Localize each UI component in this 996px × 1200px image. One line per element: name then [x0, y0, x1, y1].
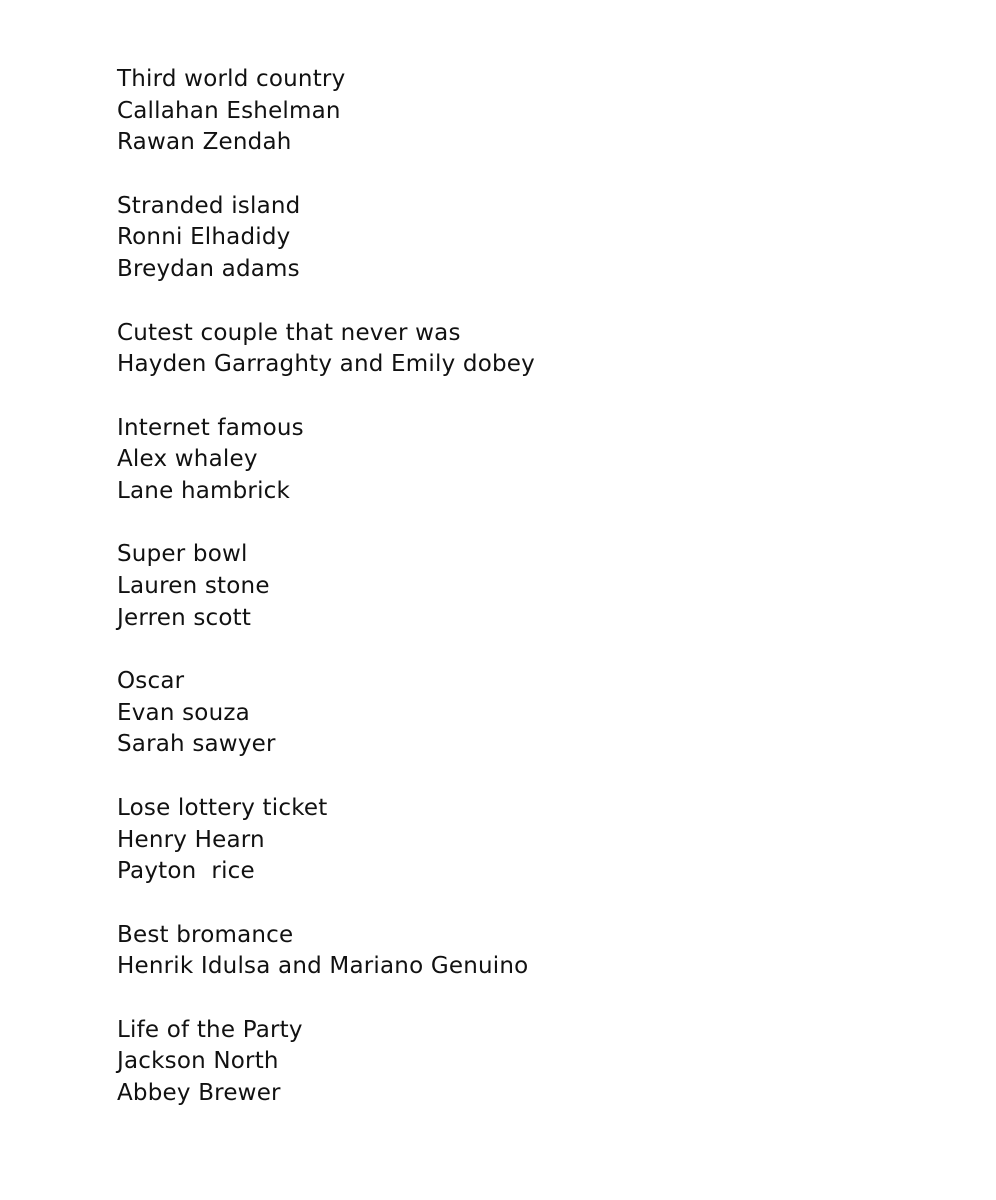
- award-section-cutest-couple: [117, 318, 937, 381]
- award-category: Lose lottery ticket: [117, 794, 328, 821]
- award-section-lose-lottery-ticket: [117, 793, 937, 888]
- award-section-super-bowl: [117, 539, 937, 634]
- document-page: [117, 64, 937, 1141]
- award-category: Oscar: [117, 668, 185, 695]
- award-section-third-world-country: [117, 64, 937, 159]
- nominee-name: Henrik Idulsa and Mariano Genuino: [117, 953, 529, 980]
- award-section-internet-famous: [117, 413, 937, 508]
- award-section-best-bromance: [117, 920, 937, 983]
- award-category: Stranded island: [117, 192, 301, 219]
- nominee-name: Lane hambrick: [117, 477, 291, 504]
- nominee-name: Henry Hearn: [117, 826, 265, 853]
- nominee-name: Abbey Brewer: [117, 1080, 281, 1106]
- award-category: Third world country: [117, 66, 346, 92]
- nominee-name: Jerren scott: [117, 604, 252, 631]
- award-section-life-of-the-party: [117, 1015, 937, 1110]
- nominee-name: Ronni Elhadidy: [117, 224, 291, 251]
- nominee-name: Evan souza: [117, 699, 250, 726]
- nominee-name: Hayden Garraghty and Emily dobey: [117, 351, 535, 378]
- nominee-name: Sarah sawyer: [117, 731, 276, 758]
- award-section-oscar: [117, 666, 937, 761]
- nominee-name: Breydan adams: [117, 256, 300, 283]
- award-category: Super bowl: [117, 541, 248, 568]
- award-category: Best bromance: [117, 921, 294, 948]
- award-section-stranded-island: [117, 191, 937, 286]
- award-category: Cutest couple that never was: [117, 319, 461, 346]
- nominee-name: Alex whaley: [117, 446, 258, 473]
- nominee-name: Lauren stone: [117, 573, 270, 599]
- nominee-name: Jackson North: [117, 1048, 279, 1075]
- nominee-name: Callahan Eshelman: [117, 97, 341, 124]
- award-category: Life of the Party: [117, 1016, 303, 1043]
- nominee-name: Payton rice: [117, 858, 255, 885]
- nominee-name: Rawan Zendah: [117, 129, 292, 156]
- award-category: Internet famous: [117, 414, 304, 441]
